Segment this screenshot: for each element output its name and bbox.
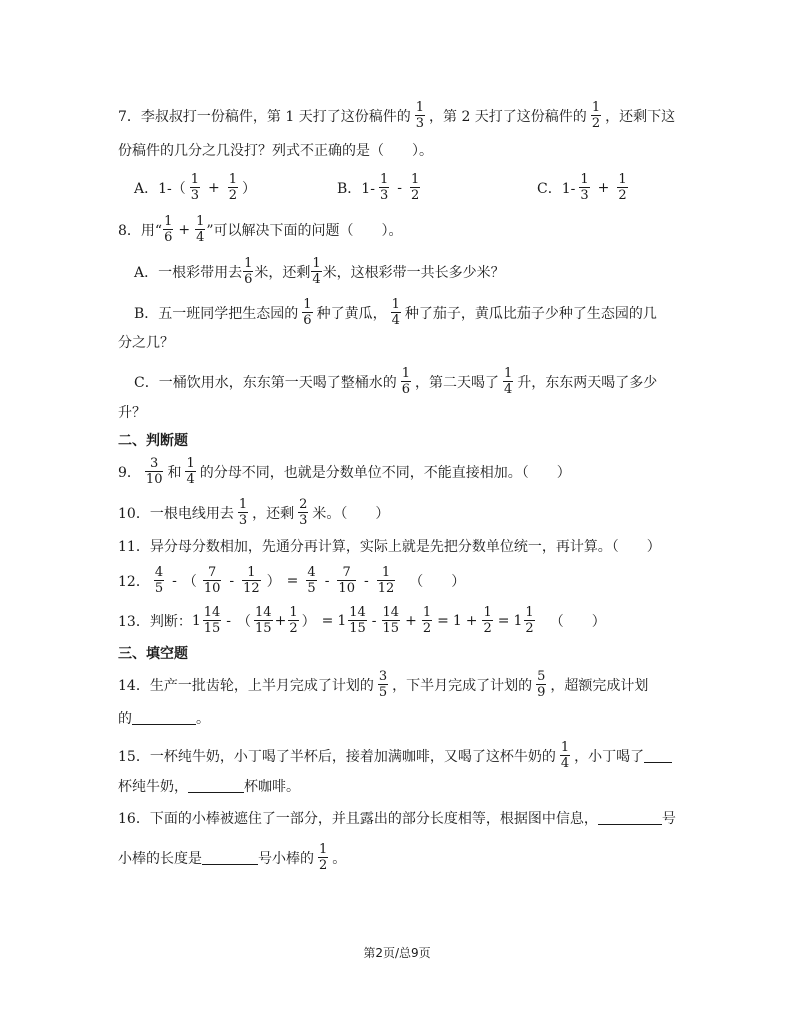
- q7-option-b: B．1- $\frac{1}{3}$ - $\frac{1}{2}$: [337, 172, 420, 203]
- answer-blank[interactable]: [188, 791, 244, 793]
- fraction-one-fourth: $\frac{1}{4}$: [312, 256, 321, 287]
- fraction-fourteen-fifteenths: $\frac{14}{15}$: [255, 605, 272, 636]
- fraction-fourteen-fifteenths: $\frac{14}{15}$: [382, 605, 400, 636]
- fraction-one-half: $\frac{1}{2}$: [618, 172, 627, 203]
- mixed-number-1-1-2: 1 $\frac{1}{2}$: [513, 605, 534, 636]
- fraction-one-half: $\frac{1}{2}$: [319, 842, 328, 873]
- q7-line1: [118, 101, 675, 130]
- q16-line2: 小棒的长度是 号小棒的 $\frac{1}{2}$ 。: [118, 842, 347, 873]
- fraction-one-third: $\frac{1}{3}$: [415, 100, 424, 131]
- fraction-one-fourth: $\frac{1}{4}$: [196, 214, 205, 245]
- fraction-one-fourth: $\frac{1}{4}$: [186, 456, 195, 487]
- fraction-one-third: $\frac{1}{3}$: [190, 172, 200, 203]
- page-number: 第2页/总9页: [363, 946, 431, 960]
- q7-option-a: A．1-（ $\frac{1}{3}$ + $\frac{1}{2}$ ）: [134, 172, 257, 203]
- fraction-one-half: $\frac{1}{2}$: [591, 100, 601, 131]
- q7-text-c: ，还剩下这: [605, 108, 676, 125]
- fraction-one-third: $\frac{1}{3}$: [379, 172, 389, 203]
- q11: 11．异分母分数相加，先通分再计算，实际上就是先把分数单位统一，再计算。（ ）: [118, 539, 661, 555]
- fraction-seven-tenths: $\frac{7}{10}$: [203, 565, 221, 596]
- q15-line2: 杯纯牛奶， 杯咖啡。: [118, 779, 300, 795]
- q12: 12． $\frac{4}{5}$ - （ $\frac{7}{10}$ - $\frac{1}{12}$ ） = $\frac{4}{5}$ - $\frac{7}{10}$ - $\frac{1}{12}$ （ ）: [118, 565, 466, 596]
- fraction-one-half: $\frac{1}{2}$: [483, 605, 492, 636]
- q14-line2: 的 。: [118, 711, 210, 727]
- fraction-four-fifths: $\frac{4}{5}$: [307, 565, 316, 596]
- mixed-number-1-14-15: 1 $\frac{14}{15}$: [191, 605, 221, 636]
- fraction-one-sixth: $\frac{1}{6}$: [164, 214, 173, 245]
- fraction-four-fifths: $\frac{4}{5}$: [154, 565, 164, 596]
- q15-line1: 15．一杯纯牛奶，小丁喝了半杯后，接着加满咖啡，又喝了这杯牛奶的 $\frac{1}{4}$ ，小丁喝了: [118, 741, 672, 770]
- answer-blank[interactable]: [644, 761, 672, 763]
- answer-blank[interactable]: [132, 723, 196, 725]
- q13: 13．判断： 1 $\frac{14}{15}$ - （ $\frac{14}{15}$ + $\frac{1}{2}$ ） = 1 $\frac{14}{15}$ - $\frac{14}{15}$ + $\frac{1}{2}$ = 1 + $\frac{1}{2}$ = 1 $\frac{1}{2}$ （ ）: [118, 605, 606, 636]
- fraction-one-sixth: $\frac{1}{6}$: [401, 366, 410, 397]
- q16-line1: 16．下面的小棒被遮住了一部分，并且露出的部分长度相等，根据图中信息， 号: [118, 811, 676, 827]
- q7-text-a: 7．李叔叔打一份稿件，第 1 天打了这份稿件的: [118, 108, 411, 125]
- q7-text-b: ，第 2 天打了这份稿件的: [429, 108, 587, 125]
- q8-option-c-line2: 升？: [118, 405, 146, 421]
- fraction-one-fourth: $\frac{1}{4}$: [560, 740, 570, 771]
- fraction-one-half: $\frac{1}{2}$: [228, 172, 238, 203]
- fraction-one-half: $\frac{1}{2}$: [422, 605, 432, 636]
- q8-option-b-line1: B．五一班同学把生态园的 $\frac{1}{6}$ 种了黄瓜， $\frac{1}{4}$ 种了茄子，黄瓜比茄子少种了生态园的几: [134, 297, 657, 328]
- fraction-one-third: $\frac{1}{3}$: [580, 172, 589, 203]
- fraction-one-third: $\frac{1}{3}$: [238, 497, 248, 528]
- fraction-one-fourth: $\frac{1}{4}$: [504, 366, 513, 397]
- section-2-heading: 二、判断题: [118, 433, 188, 449]
- fraction-one-twelfth: $\frac{1}{12}$: [243, 565, 260, 596]
- q7-line2: [118, 140, 433, 160]
- answer-blank[interactable]: [202, 863, 258, 865]
- q8-option-a: A．一根彩带用去 $\frac{1}{6}$ 米，还剩 $\frac{1}{4}$ 米，这根彩带一共长多少米？: [134, 256, 505, 287]
- fraction-two-thirds: $\frac{2}{3}$: [299, 497, 308, 528]
- q10: 10．一根电线用去 $\frac{1}{3}$ ，还剩 $\frac{2}{3}$ 米。（ ）: [118, 497, 390, 528]
- q7-text-line2: 份稿件的几分之几没打？列式不正确的是（ ）。: [118, 143, 433, 159]
- fraction-three-tenths: $\frac{3}{10}$: [145, 456, 163, 487]
- fraction-one-twelfth: $\frac{1}{12}$: [377, 565, 395, 596]
- fraction-one-half: $\frac{1}{2}$: [410, 172, 420, 203]
- fraction-one-half: $\frac{1}{2}$: [289, 605, 298, 636]
- q8-line1: 8．用“ $\frac{1}{6}$ + $\frac{1}{4}$ ”可以解决下面的问题（ ）。: [118, 214, 403, 245]
- fraction-seven-tenths: $\frac{7}{10}$: [338, 565, 355, 596]
- q14-line1: 14．生产一批齿轮，上半月完成了计划的 $\frac{3}{5}$ ，下半月完成了计划的 $\frac{5}{9}$ ，超额完成计划: [118, 669, 649, 700]
- answer-blank[interactable]: [598, 823, 662, 825]
- fraction-one-fourth: $\frac{1}{4}$: [391, 297, 400, 328]
- q9: 9． $\frac{3}{10}$ 和 $\frac{1}{4}$ 的分母不同，也就是分数单位不同，不能直接相加。（ ）: [118, 456, 571, 487]
- fraction-five-ninths: $\frac{5}{9}$: [537, 669, 546, 700]
- q8-option-c-line1: C．一桶饮用水，东东第一天喝了整桶水的 $\frac{1}{6}$ ，第二天喝了 $\frac{1}{4}$ 升，东东两天喝了多少: [134, 366, 658, 397]
- section-3-heading: 三、填空题: [118, 646, 188, 662]
- fraction-one-sixth: $\frac{1}{6}$: [244, 256, 253, 287]
- q7-option-c: C．1- $\frac{1}{3}$ + $\frac{1}{2}$: [537, 172, 627, 203]
- fraction-one-sixth: $\frac{1}{6}$: [303, 297, 312, 328]
- q8-option-b-line2: 分之几？: [118, 335, 174, 351]
- fraction-three-fifths: $\frac{3}{5}$: [378, 669, 388, 700]
- mixed-number-1-14-15: 1 $\frac{14}{15}$: [337, 605, 366, 636]
